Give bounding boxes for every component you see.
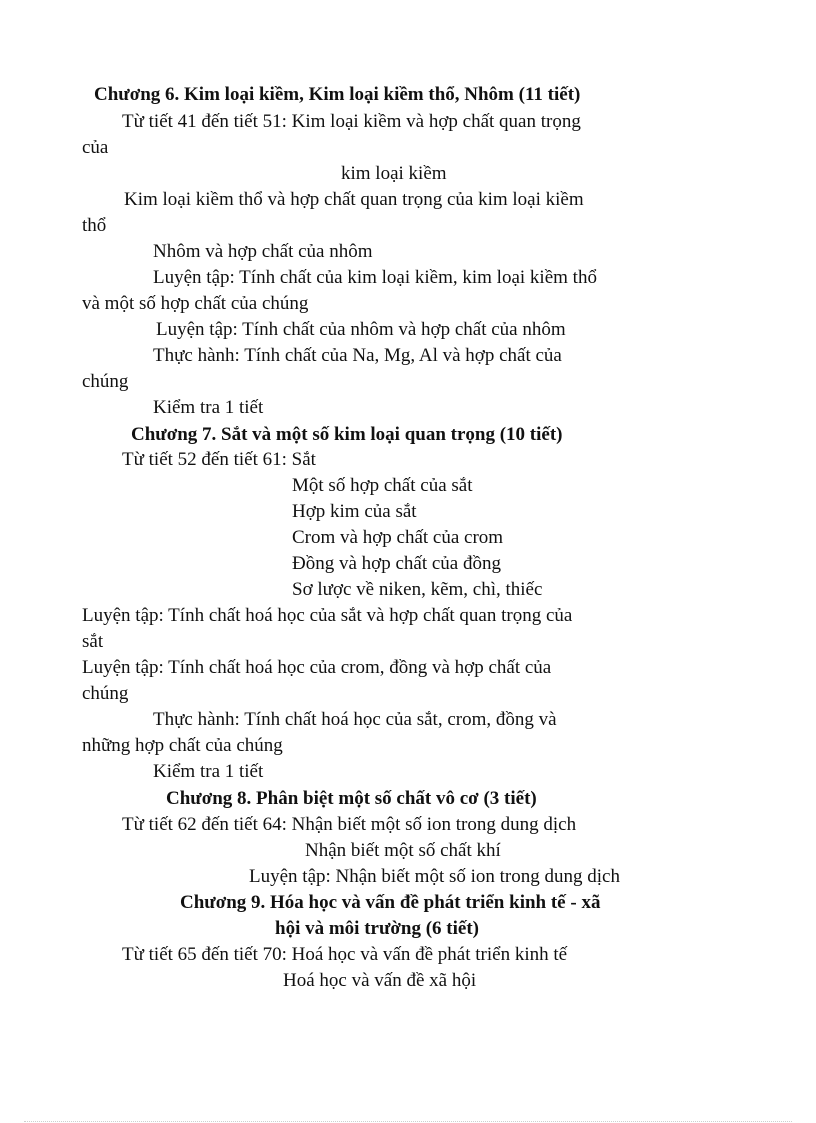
ch7-line-9: Thực hành: Tính chất hoá học của sắt, crom, đồng và bbox=[153, 709, 557, 730]
page-bottom-rule bbox=[24, 1121, 792, 1122]
ch9-line-1: Từ tiết 65 đến tiết 70: Hoá học và vấn đề phát triển kinh tế bbox=[122, 944, 568, 965]
ch6-line-4: Nhôm và hợp chất của nhôm bbox=[153, 241, 373, 262]
ch6-line-7: Thực hành: Tính chất của Na, Mg, Al và hợp chất của bbox=[153, 345, 562, 366]
ch7-line-5: Đồng và hợp chất của đồng bbox=[292, 553, 501, 574]
ch7-line-1: Từ tiết 52 đến tiết 61: Sắt bbox=[122, 449, 316, 470]
ch7-line-3: Hợp kim của sắt bbox=[292, 501, 417, 522]
ch7-line-7-cont: sắt bbox=[82, 631, 104, 652]
ch9-line-2: Hoá học và vấn đề xã hội bbox=[283, 970, 477, 991]
ch7-line-6: Sơ lược về niken, kẽm, chì, thiếc bbox=[292, 579, 543, 600]
ch6-line-8: Kiểm tra 1 tiết bbox=[153, 397, 264, 418]
ch7-line-8-cont: chúng bbox=[82, 683, 129, 704]
ch6-line-3: Kim loại kiềm thổ và hợp chất quan trọng của kim loại kiềm bbox=[124, 189, 584, 210]
ch8-line-1: Từ tiết 62 đến tiết 64: Nhận biết một số ion trong dung dịch bbox=[122, 814, 577, 835]
ch6-line-6: Luyện tập: Tính chất của nhôm và hợp chất của nhôm bbox=[156, 319, 566, 340]
ch6-line-1-cont: của bbox=[82, 137, 109, 158]
ch7-line-10: Kiểm tra 1 tiết bbox=[153, 761, 264, 782]
ch7-line-2: Một số hợp chất của sắt bbox=[292, 475, 473, 496]
ch7-line-9-cont: những hợp chất của chúng bbox=[82, 735, 283, 756]
chapter-9-heading-cont: hội và môi trường (6 tiết) bbox=[275, 918, 479, 939]
ch6-line-3-cont: thổ bbox=[82, 215, 107, 236]
ch6-line-5-cont: và một số hợp chất của chúng bbox=[82, 293, 309, 314]
chapter-9-heading: Chương 9. Hóa học và vấn đề phát triển kinh tế - xã bbox=[180, 892, 601, 913]
ch8-line-2: Nhận biết một số chất khí bbox=[305, 840, 501, 861]
ch8-line-3: Luyện tập: Nhận biết một số ion trong dung dịch bbox=[249, 866, 620, 887]
ch6-line-7-cont: chúng bbox=[82, 371, 129, 392]
ch7-line-7: Luyện tập: Tính chất hoá học của sắt và hợp chất quan trọng của bbox=[82, 605, 573, 626]
chapter-6-heading: Chương 6. Kim loại kiềm, Kim loại kiềm thổ, Nhôm (11 tiết) bbox=[94, 84, 581, 105]
ch7-line-4: Crom và hợp chất của crom bbox=[292, 527, 504, 548]
chapter-7-heading: Chương 7. Sắt và một số kim loại quan trọng (10 tiết) bbox=[131, 424, 563, 445]
chapter-8-heading: Chương 8. Phân biệt một số chất vô cơ (3 tiết) bbox=[166, 788, 537, 809]
ch6-line-2: kim loại kiềm bbox=[341, 163, 447, 184]
ch7-line-8: Luyện tập: Tính chất hoá học của crom, đồng và hợp chất của bbox=[82, 657, 552, 678]
ch6-line-1: Từ tiết 41 đến tiết 51: Kim loại kiềm và hợp chất quan trọng bbox=[122, 111, 581, 132]
ch6-line-5: Luyện tập: Tính chất của kim loại kiềm, kim loại kiềm thổ bbox=[153, 267, 597, 288]
